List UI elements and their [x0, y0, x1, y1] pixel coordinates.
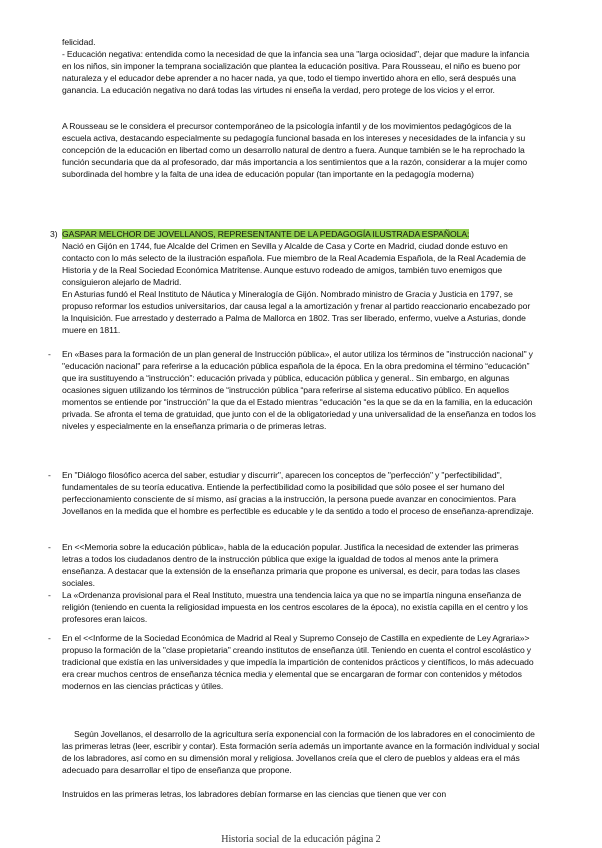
bullet-marker: -	[48, 470, 51, 480]
bullet-item-informe: En el <<Informe de la Sociedad Económica de Madrid al Real y Supremo Consejo de Castilla en expediente de Ley Agraria»> propuso la formación de la "clase propietaria" creando institutos de enseñanza útil. Teniendo en cuenta el control escolástico y tradicional que existía en las universidades y que impedía la impartición de contenidos prácticos y científicos, lo más adecuado era crear muchos centros de enseñanza técnica media y elemental que se encargaran de formar con contenidos y métodos modernos en las ciencias prácticas y útiles.	[62, 633, 534, 692]
closing-paragraph-instruction: Instruidos en las primeras letras, los labradores debían formarse en las ciencias que tienen que ver con	[62, 789, 447, 799]
intro-paragraph-rousseau: A Rousseau se le considera el precursor contemporáneo de la psicología infantil y de los movimientos pedagógicos de la escuela activa, destacando especialmente su pedagogía funcional basada en los intereses y necesidades de la infancia y su concepción de la educación en libertad como un desarrollo natural de dentro a fuera. Aunque también se le ha reprochado la función secundaria que da al profesorado, dar más importancia a los sentimientos que a la razón, considerar a la mujer como subordinada del hombre y la falta de una idea de educación popular (tan importante en la pedagogía moderna)	[62, 121, 528, 180]
page-footer: Historia social de la educación página 2	[221, 834, 381, 845]
bullet-item-memoria: En <<Memoria sobre la educación pública», habla de la educación popular. Justifica la necesidad de extender las primeras letras a todos los ciudadanos dentro de la instrucción pública que exige la igualdad de todos al menos ante la primera enseñanza. A destacar que la extensión de la enseñanza primaria que propone es universal, es decir, para todas las clases sociales.	[62, 542, 520, 589]
bullet-marker: -	[48, 349, 51, 359]
section-number: 3)	[50, 229, 58, 239]
section-heading-highlight: GASPAR MELCHOR DE JOVELLANOS, REPRESENTANTE DE LA PEDAGOGÍA ILUSTRADA ESPAÑOLA:	[62, 229, 470, 239]
closing-paragraph-agriculture: Según Jovellanos, el desarrollo de la agricultura sería exponencial con la formación de los labradores en el conocimiento de las primeras letras (leer, escribir y contar). Esta formación sería además un importante avance en la formación individual y social de los labradores, así como en su dimensión moral y religiosa. Jovellanos creía que el clero de pueblos y aldeas era el más adecuado para desarrollar el tipo de enseñanza que propone.	[62, 729, 540, 776]
intro-paragraph-negative-education: - Educación negativa: entendida como la necesidad de que la infancia sea una "larga ociosidad", dejar que madure la infancia en los niños, sin imponer la temprana socialización que plantea la educación positiva. Para Rousseau, el niño es bueno por naturaleza y el educador debe aprender a no hacer nada, ya que, todo el tiempo invertido ahora en ello, será después una ganancia. La educación negativa no dará todas las virtudes ni enseña la verdad, pero protege de los vicios y el error.	[62, 49, 530, 96]
bullet-marker: -	[48, 633, 51, 643]
bullet-marker: -	[48, 542, 51, 552]
section-heading	[62, 228, 542, 240]
bullet-item-ordenanza: La «Ordenanza provisional para el Real Instituto, muestra una tendencia laica ya que no se impartía ninguna enseñanza de religión (teniendo en cuenta la religiosidad impuesta en los centros escolares de la época), no existía capilla en el centro y los profesores eran laicos.	[62, 590, 528, 625]
section-paragraph-asturias: En Asturias fundó el Real Instituto de Náutica y Mineralogía de Gijón. Nombrado ministro de Gracia y Justicia en 1797, se propuso reformar los estudios universitarios, dar causa legal a la amortización y frenar al partido reaccionario encabezado por la Inquisición. Fue arrestado y desterrado a Palma de Mallorca en 1802. Tras ser liberado, enfermo, vuelve a Asturias, donde muere en 1811.	[62, 289, 531, 336]
bullet-marker: -	[48, 590, 51, 600]
intro-paragraph-1: felicidad.	[62, 37, 96, 47]
section-paragraph-biography: Nació en Gijón en 1744, fue Alcalde del Crimen en Sevilla y Alcalde de Casa y Corte en Madrid, ciudad donde estuvo en contacto con lo más selecto de la ilustración española. Fue miembro de la Real Academia Española, de la Real Academia de Historia y de la Real Sociedad Económica Matritense. Aunque estuvo rodeado de amigos, también tuvo enemigos que consiguieron alejarlo de Madrid.	[62, 241, 526, 288]
bullet-item-bases: En «Bases para la formación de un plan general de Instrucción pública», el autor utiliza los términos de "instrucción nacional" y "educación nacional" para referirse a la educación pública española de la época. En la obra predomina el término “educación” que ira sustituyendo a “instrucción”: educación privada y pública, educación pública y general.. Sin embargo, en algunas ocasiones siguen utilizando los términos de “instrucción pública “para referirse al sistema educativo público. En aquellos momentos se entiende por “instrucción” la que da el Estado mientras “educación “es la que se da en la familia, en la educación privada. Se afronta el tema de gratuidad, que junto con el de la obligatoriedad y una universalidad de la enseñanza en todos los niveles y especialmente en la enseñanza primaria o de primeras letras.	[62, 349, 536, 432]
bullet-item-dialogo: En "Diálogo filosófico acerca del saber, estudiar y discurrir", aparecen los conceptos de "perfección" y "perfectibilidad", fundamentales de su teoría educativa. Entiende la perfectibilidad como la posibilidad que sólo posee el ser humano del perfeccionamiento consciente de sí mismo, así gracias a la instrucción, la persona puede avanzar en conocimientos. Para Jovellanos en la medida que el hombre es perfectible es educable y le da sentido a todo el proceso de enseñanza-aprendizaje.	[62, 470, 534, 517]
